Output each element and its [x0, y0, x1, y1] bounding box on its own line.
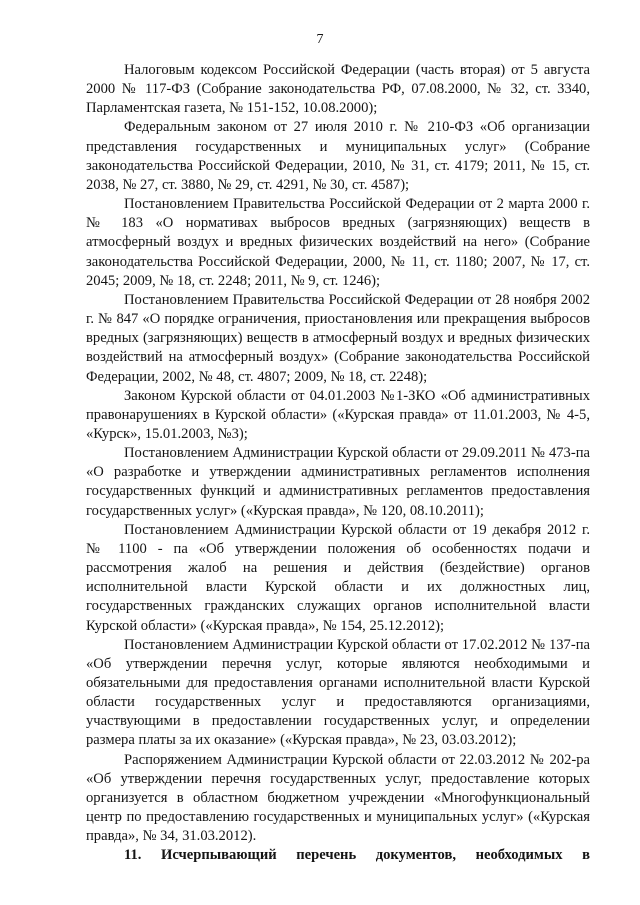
legal-basis-paragraph: Федеральным законом от 27 июля 2010 г. № 210-ФЗ «Об организации представления государственных и муниципальных услуг» (Собрание законодательства Российской Федерации, 2010, № 31, ст. 4179; 2011, № 15, ст. 2038, № 27, ст. 3880, № 29, ст. 4291, № 30, ст. 4587); [86, 119, 590, 193]
legal-basis-paragraph: Распоряжением Администрации Курской области от 22.03.2012 № 202-ра «Об утверждении перечня государственных услуг, предоставление которых организуется в областном бюджетном учреждении «Многофункциональный центр по предоставлению государственных и муниципальных услуг» («Курская правда», № 34, 31.03.2012). [86, 751, 590, 845]
legal-basis-paragraph: Налоговым кодексом Российской Федерации (часть вторая) от 5 августа 2000 № 117-ФЗ (Собрание законодательства РФ, 07.08.2000, № 32, ст. 3340, Парламентская газета, № 151-152, 10.08.2000); [86, 62, 590, 117]
legal-basis-paragraph: Постановлением Администрации Курской области от 19 декабря 2012 г. № 1100 - па «Об утверждении положения об особенностях подачи и рассмотрения жалоб на решения и действия (бездействие) органов исполнительной власти Курской области и их должностных лиц, государственных гражданских служащих органов исполнительной власти Курской области» («Курская правда», № 154, 25.12.2012); [86, 521, 590, 634]
legal-basis-paragraph: Законом Курской области от 04.01.2003 №1-ЗКО «Об административных правонарушениях в Курской области» («Курская правда» от 11.01.2003, № 4-5, «Курск», 15.01.2003, №3); [86, 387, 590, 442]
page-number: 7 [316, 32, 324, 47]
document-body [86, 61, 590, 866]
legal-basis-paragraph: Постановлением Администрации Курской области от 17.02.2012 № 137-па «Об утверждении перечня услуг, которые являются необходимыми и обязательными для предоставления органами исполнительной власти Курской области государственных услуг и предоставляются организациями, участвующими в предоставлении государственных услуг, и определении размера платы за их оказание» («Курская правда», № 23, 03.03.2012); [86, 636, 590, 749]
legal-basis-paragraph: Постановлением Правительства Российской Федерации от 28 ноября 2002 г. № 847 «О порядке ограничения, приостановления или прекращения выбросов вредных (загрязняющих) веществ в атмосферный воздух и вредных физических воздействий на атмосферный воздух» (Собрание законодательства Российской Федерации, 2002, № 48, ст. 4807; 2009, № 18, ст. 2248); [86, 291, 590, 385]
legal-basis-paragraph: Постановлением Администрации Курской области от 29.09.2011 № 473-па «О разработке и утверждении административных регламентов исполнения государственных функций и административных регламентов предоставления государственных услуг» («Курская правда», № 120, 08.10.2011); [86, 445, 590, 519]
legal-basis-paragraph: Постановлением Правительства Российской Федерации от 2 марта 2000 г. № 183 «О нормативах выбросов вредных (загрязняющих) веществ в атмосферный воздух и вредных физических воздействий на него» (Собрание законодательства Российской Федерации, 2000, № 11, ст. 1180; 2007, № 17, ст. 2045; 2009, № 18, ст. 2248; 2011, № 9, ст. 1246); [86, 196, 590, 289]
section-heading: 11. Исчерпывающий перечень документов, необходимых в [124, 847, 590, 864]
